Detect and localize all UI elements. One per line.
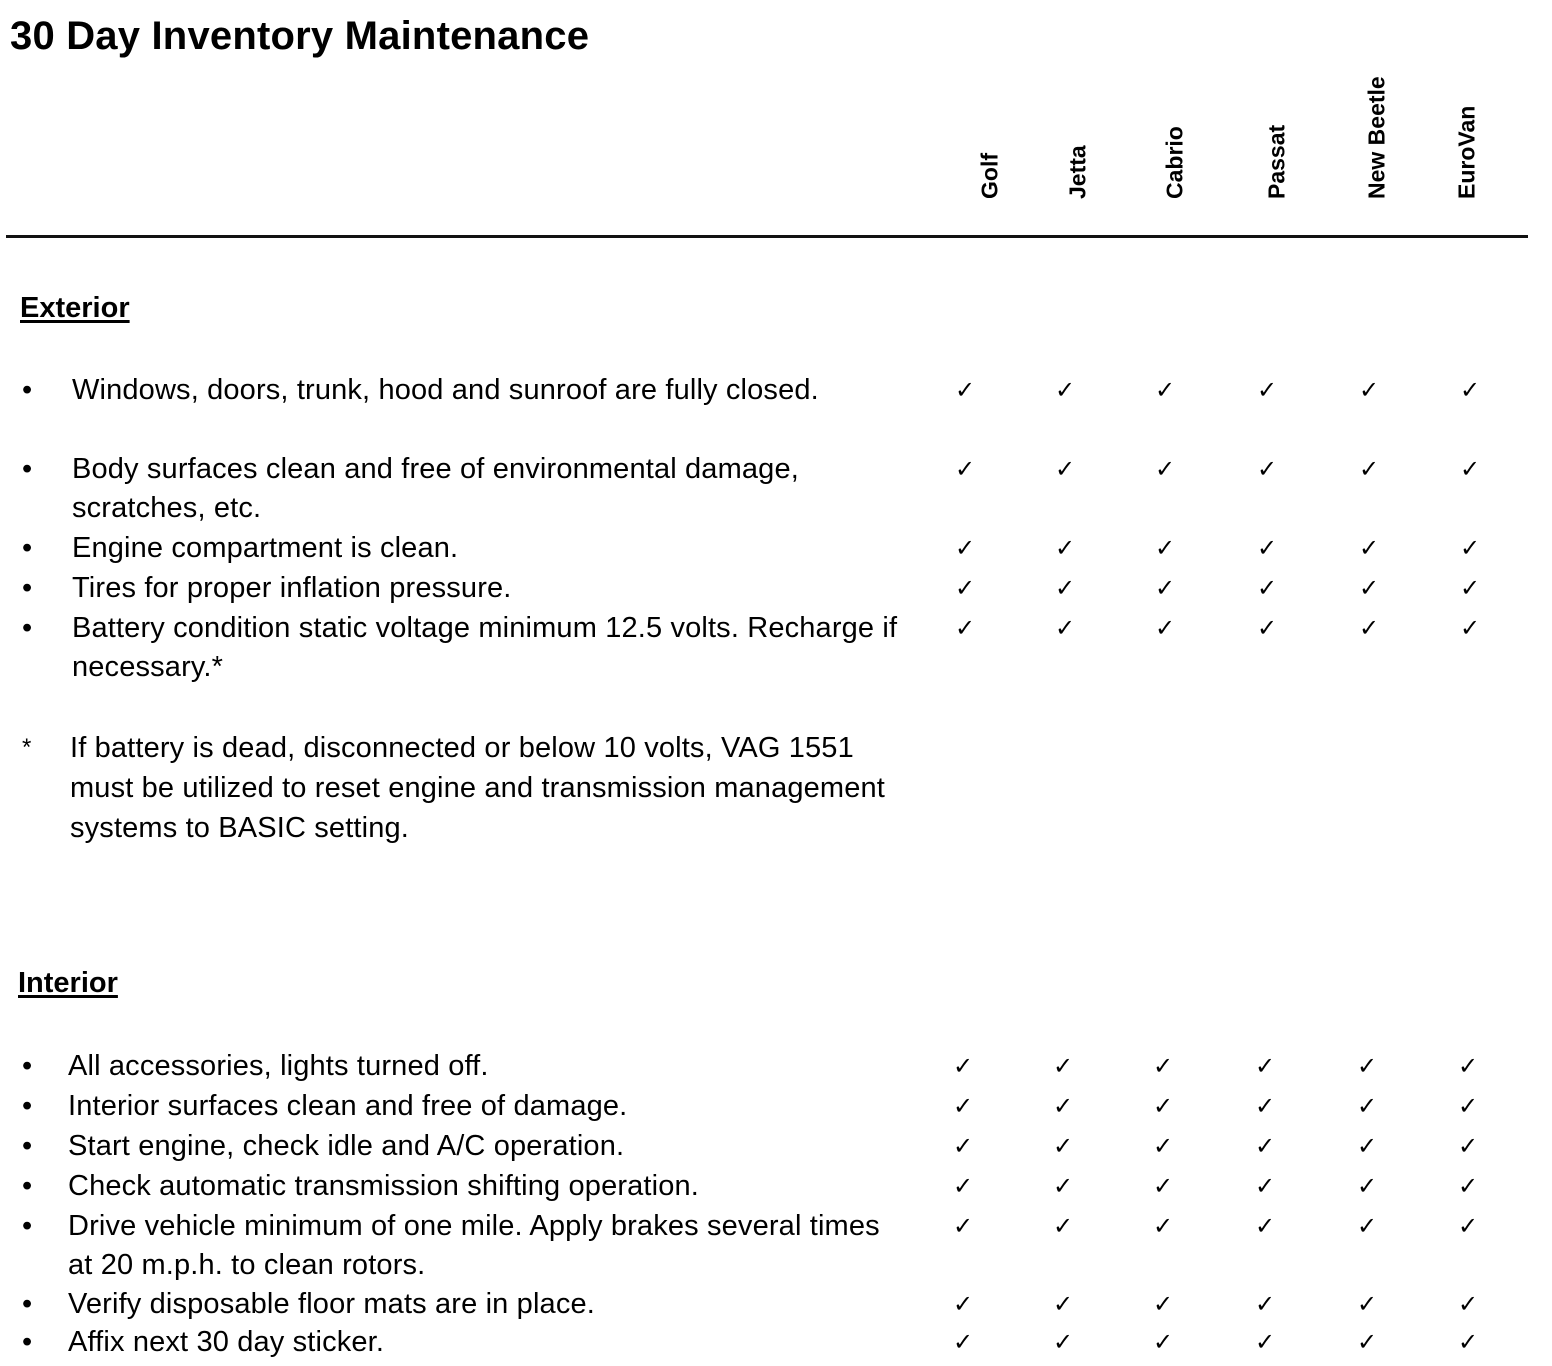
check-golf: ✓ xyxy=(952,1290,974,1318)
check-cabrio: ✓ xyxy=(1152,1092,1174,1120)
column-header-label: Jetta xyxy=(1064,145,1091,199)
header-divider xyxy=(6,235,1528,238)
check-eurovan: ✓ xyxy=(1459,376,1481,404)
section-title-exterior: Exterior xyxy=(20,292,130,324)
check-new-beetle: ✓ xyxy=(1358,376,1380,404)
section-title-interior: Interior xyxy=(18,967,118,999)
check-jetta: ✓ xyxy=(1052,1092,1074,1120)
check-eurovan: ✓ xyxy=(1457,1172,1479,1200)
footnote-mark: * xyxy=(22,734,32,761)
check-eurovan: ✓ xyxy=(1457,1132,1479,1160)
check-jetta: ✓ xyxy=(1052,1212,1074,1240)
bullet: • xyxy=(22,532,33,564)
column-header-label: Cabrio xyxy=(1161,126,1188,199)
check-passat: ✓ xyxy=(1254,1212,1276,1240)
check-jetta: ✓ xyxy=(1052,1290,1074,1318)
check-cabrio: ✓ xyxy=(1152,1052,1174,1080)
check-golf: ✓ xyxy=(952,1212,974,1240)
checklist-item-text: Tires for proper inflation pressure. xyxy=(72,572,512,604)
column-header-label: EuroVan xyxy=(1453,105,1480,199)
check-passat: ✓ xyxy=(1256,574,1278,602)
bullet: • xyxy=(22,453,33,485)
checklist-item-text: Drive vehicle minimum of one mile. Apply brakes several times at 20 m.p.h. to clean rotors. xyxy=(68,1210,880,1281)
check-golf: ✓ xyxy=(952,1052,974,1080)
check-golf: ✓ xyxy=(954,534,976,562)
page-title: 30 Day Inventory Maintenance xyxy=(10,14,590,58)
column-header-passat xyxy=(1262,60,1292,222)
bullet: • xyxy=(22,1170,33,1202)
check-new-beetle: ✓ xyxy=(1358,534,1380,562)
check-eurovan: ✓ xyxy=(1459,614,1481,642)
check-cabrio: ✓ xyxy=(1152,1290,1174,1318)
check-eurovan: ✓ xyxy=(1457,1052,1479,1080)
checklist-item-text: Battery condition static voltage minimum 12.5 volts. Recharge if necessary.* xyxy=(72,612,898,683)
check-passat: ✓ xyxy=(1254,1172,1276,1200)
column-header-new-beetle xyxy=(1362,60,1392,222)
check-new-beetle: ✓ xyxy=(1358,574,1380,602)
checklist-item-text: Verify disposable floor mats are in place. xyxy=(68,1288,595,1320)
check-jetta: ✓ xyxy=(1054,534,1076,562)
check-passat: ✓ xyxy=(1256,534,1278,562)
checklist-item-text: All accessories, lights turned off. xyxy=(68,1050,489,1082)
check-golf: ✓ xyxy=(954,614,976,642)
check-eurovan: ✓ xyxy=(1459,534,1481,562)
check-cabrio: ✓ xyxy=(1154,574,1176,602)
checklist-item-text: Engine compartment is clean. xyxy=(72,532,459,564)
check-jetta: ✓ xyxy=(1054,614,1076,642)
check-jetta: ✓ xyxy=(1054,376,1076,404)
check-golf: ✓ xyxy=(952,1328,974,1356)
check-new-beetle: ✓ xyxy=(1356,1212,1378,1240)
check-new-beetle: ✓ xyxy=(1356,1052,1378,1080)
check-eurovan: ✓ xyxy=(1457,1328,1479,1356)
checklist-item-text: Body surfaces clean and free of environmental damage, scratches, etc. xyxy=(72,453,799,524)
check-golf: ✓ xyxy=(954,455,976,483)
checklist-item-text: Affix next 30 day sticker. xyxy=(68,1326,385,1358)
bullet: • xyxy=(22,612,33,644)
column-header-label: Passat xyxy=(1263,124,1290,199)
column-header-label: New Beetle xyxy=(1363,76,1390,199)
check-cabrio: ✓ xyxy=(1154,534,1176,562)
check-golf: ✓ xyxy=(954,376,976,404)
check-jetta: ✓ xyxy=(1052,1172,1074,1200)
check-eurovan: ✓ xyxy=(1457,1212,1479,1240)
column-header-golf xyxy=(975,60,1005,222)
bullet: • xyxy=(22,1050,33,1082)
check-new-beetle: ✓ xyxy=(1356,1172,1378,1200)
check-jetta: ✓ xyxy=(1052,1132,1074,1160)
check-new-beetle: ✓ xyxy=(1358,455,1380,483)
bullet: • xyxy=(22,572,33,604)
check-new-beetle: ✓ xyxy=(1356,1290,1378,1318)
check-passat: ✓ xyxy=(1256,376,1278,404)
check-new-beetle: ✓ xyxy=(1356,1328,1378,1356)
checklist-item-text: Start engine, check idle and A/C operation. xyxy=(68,1130,625,1162)
check-new-beetle: ✓ xyxy=(1356,1132,1378,1160)
check-cabrio: ✓ xyxy=(1154,614,1176,642)
check-cabrio: ✓ xyxy=(1154,376,1176,404)
check-new-beetle: ✓ xyxy=(1356,1092,1378,1120)
check-passat: ✓ xyxy=(1254,1290,1276,1318)
check-jetta: ✓ xyxy=(1052,1052,1074,1080)
check-passat: ✓ xyxy=(1254,1052,1276,1080)
checklist-item-text: Windows, doors, trunk, hood and sunroof are fully closed. xyxy=(72,374,819,406)
check-cabrio: ✓ xyxy=(1152,1212,1174,1240)
check-passat: ✓ xyxy=(1256,455,1278,483)
checklist-item-text: Check automatic transmission shifting operation. xyxy=(68,1170,699,1202)
check-cabrio: ✓ xyxy=(1154,455,1176,483)
bullet: • xyxy=(22,1210,33,1242)
checklist-item-text: Interior surfaces clean and free of damage. xyxy=(68,1090,628,1122)
check-jetta: ✓ xyxy=(1054,574,1076,602)
check-eurovan: ✓ xyxy=(1457,1290,1479,1318)
check-new-beetle: ✓ xyxy=(1358,614,1380,642)
column-header-jetta xyxy=(1063,60,1093,222)
bullet: • xyxy=(22,1326,33,1358)
column-header-eurovan xyxy=(1452,60,1482,222)
check-passat: ✓ xyxy=(1254,1132,1276,1160)
check-golf: ✓ xyxy=(954,574,976,602)
column-header-cabrio xyxy=(1160,60,1190,222)
check-golf: ✓ xyxy=(952,1132,974,1160)
check-passat: ✓ xyxy=(1254,1328,1276,1356)
check-eurovan: ✓ xyxy=(1457,1092,1479,1120)
check-cabrio: ✓ xyxy=(1152,1328,1174,1356)
bullet: • xyxy=(22,1090,33,1122)
column-header-label: Golf xyxy=(976,153,1003,199)
check-passat: ✓ xyxy=(1256,614,1278,642)
bullet: • xyxy=(22,374,33,406)
check-eurovan: ✓ xyxy=(1459,455,1481,483)
check-cabrio: ✓ xyxy=(1152,1172,1174,1200)
check-golf: ✓ xyxy=(952,1172,974,1200)
check-passat: ✓ xyxy=(1254,1092,1276,1120)
bullet: • xyxy=(22,1288,33,1320)
footnote-text: If battery is dead, disconnected or below 10 volts, VAG 1551 must be utilized to reset engine and transmission management systems to BASIC setting. xyxy=(70,732,885,844)
check-jetta: ✓ xyxy=(1052,1328,1074,1356)
bullet: • xyxy=(22,1130,33,1162)
check-golf: ✓ xyxy=(952,1092,974,1120)
check-jetta: ✓ xyxy=(1054,455,1076,483)
check-cabrio: ✓ xyxy=(1152,1132,1174,1160)
check-eurovan: ✓ xyxy=(1459,574,1481,602)
